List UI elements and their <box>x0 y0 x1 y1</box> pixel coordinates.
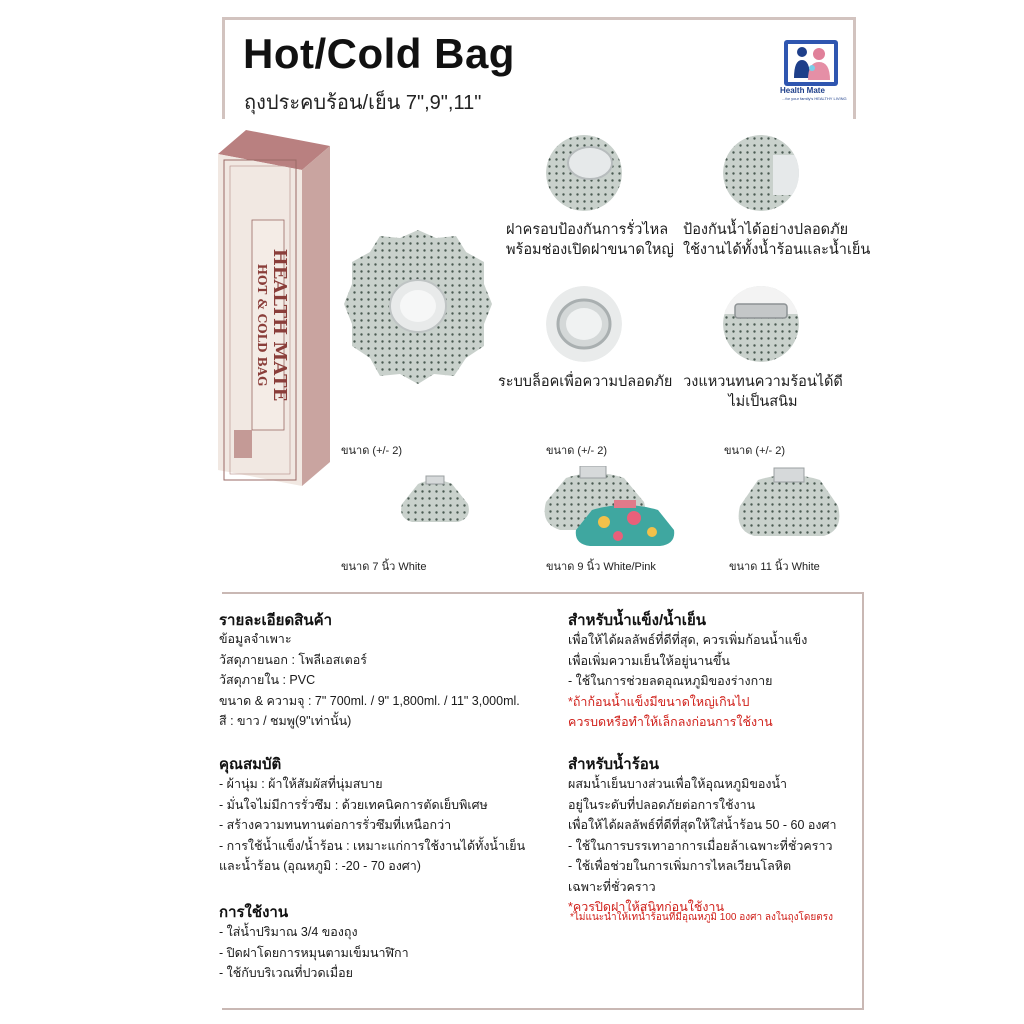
lower-frame-right <box>862 592 864 1010</box>
lower-frame-top <box>222 592 864 594</box>
size-11-label: ขนาด (+/- 2) <box>724 445 786 457</box>
details-line: สี : ขาว / ชมพู(9"เท่านั้น) <box>219 714 352 728</box>
feature-1-line2: พร้อมช่องเปิดฝาขนาดใหญ่ <box>506 242 674 258</box>
properties-list <box>219 774 525 877</box>
logo-text: Health Mate <box>780 86 825 95</box>
cold-line: เพื่อให้ได้ผลลัพธ์ที่ดีที่สุด, ควรเพิ่มก้อนน้ำแข็ง <box>568 633 808 647</box>
cold-warning: *ถ้าก้อนน้ำแข็งมีขนาดใหญ่เกินไป <box>568 694 750 709</box>
cold-heading: สำหรับน้ำแข็ง/น้ำเย็น <box>568 612 706 629</box>
waterproof-image <box>723 135 799 211</box>
hot-line: ผสมน้ำเย็นบางส่วนเพื่อให้อุณหภูมิของน้ำ <box>568 777 788 791</box>
feature-2-line2: ใช้งานได้ทั้งน้ำร้อนและน้ำเย็น <box>683 242 871 258</box>
properties-heading: คุณสมบัติ <box>219 756 282 773</box>
product-box-image <box>218 130 330 486</box>
feature-4-line1: วงแหวนทนความร้อนได้ดี <box>683 374 843 390</box>
size-11-caption: ขนาด 11 นิ้ว White <box>729 561 820 573</box>
hot-line: เฉพาะที่ชั่วคราว <box>568 879 656 894</box>
details-list <box>219 629 520 732</box>
cold-warning: ควรบดหรือทำให้เล็กลงก่อนการใช้งาน <box>568 715 773 729</box>
hot-heading: สำหรับน้ำร้อน <box>568 756 660 773</box>
feature-lock-system <box>498 372 673 392</box>
details-line: วัสดุภายใน : PVC <box>219 673 316 687</box>
cold-line: - ใช้ในการช่วยลดอุณหภูมิของร่างกาย <box>568 674 773 688</box>
header-frame-right <box>853 17 856 119</box>
properties-line: - มั่นใจไม่มีการรั่วซึม : ด้วยเทคนิคการตัดเย็บพิเศษ <box>219 797 488 812</box>
feature-2-line1: ป้องกันน้ำได้อย่างปลอดภัย <box>683 222 849 238</box>
feature-3-line1: ระบบล็อคเพื่อความปลอดภัย <box>498 374 673 390</box>
properties-line: - สร้างความทนทานต่อการรั่วซึมที่เหนือกว่า <box>219 818 452 832</box>
bag-11-image <box>734 466 844 542</box>
hot-warning-small: *ไม่แนะนำให้เทน้ำร้อนที่มีอุณหภูมิ 100 องศา ลงในถุงโดยตรง <box>570 912 834 923</box>
cold-list <box>568 630 807 733</box>
usage-list <box>219 922 409 984</box>
cold-line: เพื่อเพิ่มความเย็นให้อยู่นานขึ้น <box>568 653 730 668</box>
logo-tagline: ...for your family's HEALTHY LIVING <box>782 96 847 101</box>
hot-line: - ใช้เพื่อช่วยในการเพิ่มการไหลเวียนโลหิต <box>568 859 792 873</box>
page-subtitle: ถุงประคบร้อน/เย็น 7",9",11" <box>244 92 482 114</box>
size-9-label: ขนาด (+/- 2) <box>546 445 608 457</box>
ring-image <box>723 286 799 362</box>
lock-system-image <box>546 286 622 362</box>
usage-line: - ใช้กับบริเวณที่ปวดเมื่อย <box>219 966 353 980</box>
feature-cap-cover <box>506 220 674 260</box>
properties-line: - การใช้น้ำแข็ง/น้ำร้อน : เหมาะแก่การใช้งานได้ทั้งน้ำเย็น <box>219 838 526 853</box>
hot-warning: *ควรปิดฝาให้สนิทก่อนใช้งาน <box>568 900 724 914</box>
feature-ring <box>683 372 843 412</box>
main-bag-image <box>344 226 492 386</box>
page-title: Hot/Cold Bag <box>243 30 515 77</box>
details-heading: รายละเอียดสินค้า <box>219 612 333 629</box>
properties-line: และน้ำร้อน (อุณหภูมิ : -20 - 70 องศา) <box>219 859 421 873</box>
details-line: ข้อมูลจำเพาะ <box>219 632 292 646</box>
details-line: ขนาด & ความจุ : 7" 700ml. / 9" 1,800ml. / 11" 3,000ml. <box>219 693 520 708</box>
usage-heading: การใช้งาน <box>219 904 289 921</box>
hot-list <box>568 774 836 918</box>
feature-waterproof <box>683 220 871 260</box>
feature-4-line2: ไม่เป็นสนิม <box>728 394 798 410</box>
bag-9-pink-image <box>574 498 676 548</box>
hot-line: เพื่อให้ได้ผลลัพธ์ที่ดีที่สุดให้ใส่น้ำร้อน 50 - 60 องศา <box>568 818 837 832</box>
box-brand-text: HEALTH MATE <box>269 248 290 402</box>
bag-7-image <box>398 474 472 524</box>
header-frame-left <box>222 17 225 119</box>
header-frame-top <box>222 17 856 20</box>
box-product-text: HOT & COLD BAG <box>255 263 269 387</box>
details-line: วัสดุภายนอก : โพลีเอสเตอร์ <box>219 652 368 667</box>
feature-1-line1: ฝาครอบป้องกันการรั่วไหล <box>506 222 669 238</box>
hot-line: อยู่ในระดับที่ปลอดภัยต่อการใช้งาน <box>568 797 756 812</box>
properties-line: - ผ้านุ่ม : ผ้าให้สัมผัสที่นุ่มสบาย <box>219 777 383 791</box>
usage-line: - ปิดฝาโดยการหมุนตามเข็มนาฬิกา <box>219 945 409 960</box>
size-9-caption: ขนาด 9 นิ้ว White/Pink <box>546 561 656 573</box>
size-7-caption: ขนาด 7 นิ้ว White <box>341 561 427 573</box>
hot-line: - ใช้ในการบรรเทาอาการเมื่อยล้าเฉพาะที่ชั่วคราว <box>568 838 833 853</box>
cap-cover-image <box>546 135 622 211</box>
lower-frame-bottom <box>222 1008 864 1010</box>
usage-line: - ใส่น้ำปริมาณ 3/4 ของถุง <box>219 925 358 939</box>
size-7-label: ขนาด (+/- 2) <box>341 445 403 457</box>
